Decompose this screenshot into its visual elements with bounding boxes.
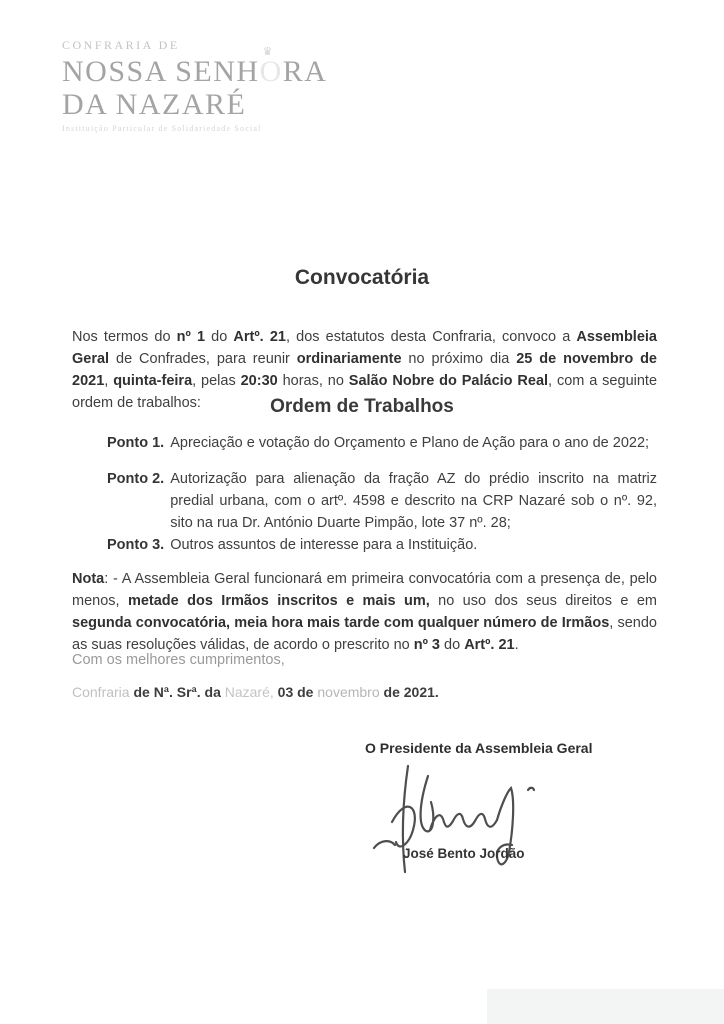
agenda-item-text: Outros assuntos de interesse para a Instituição.	[170, 537, 478, 553]
place-date-line: Confraria de Nª. Srª. da Nazaré, 03 de novembro de 2021.	[72, 684, 439, 700]
signer-role: O Presidente da Assembleia Geral	[365, 740, 593, 756]
agenda-item-label: Ponto 2.	[107, 471, 165, 487]
signature-handwriting	[368, 758, 568, 883]
agenda-title: Ordem de Trabalhos	[270, 396, 454, 417]
logo-line-confraria: CONFRARIA DE	[62, 38, 180, 52]
agenda-item-label: Ponto 3.	[107, 537, 165, 553]
nota-paragraph: Nota: - A Assembleia Geral funcionará em primeira convocatória com a presença de, pelo menos, metade dos Irmãos inscritos e mais um, no uso dos seus direitos e em segunda convocatória, meia hora mais tarde com qualquer número de Irmãos, sendo as suas resoluções válidas, de acordo o prescrito no nº 3 do Artº. 21.	[72, 571, 657, 653]
agenda-item-3	[107, 534, 657, 556]
logo-tagline: Instituição Particular de Solidariedade Social	[62, 124, 262, 133]
agenda-item-text: Autorização para alienação da fração AZ do prédio inscrito na matriz predial urbana, com o artº. 4598 e descrito na CRP Nazaré sob o nº. 92, sito na rua Dr. António Duarte Pimpão, lote 37 nº. 28;	[170, 471, 657, 531]
agenda-item-text: Apreciação e votação do Orçamento e Plano de Ação para o ano de 2022;	[170, 435, 650, 451]
intro-paragraph: Nos termos do nº 1 do Artº. 21, dos estatutos desta Confraria, convoco a Assembleia Geral de Confrades, para reunir ordinariamente no próximo dia 25 de novembro de 2021, quinta-feira, pelas 20:30 horas, no Salão Nobre do Palácio Real, com a seguinte ordem de trabalhos:	[72, 329, 658, 411]
agenda-item-label: Ponto 1.	[107, 435, 165, 451]
crown-icon: ♛	[262, 45, 274, 58]
organization-logo	[62, 38, 327, 133]
logo-stylized-o: ♛ O	[259, 45, 283, 88]
signer-name: José Bento Jordão	[403, 846, 525, 861]
scan-artifact-box	[487, 989, 724, 1024]
logo-line-da-nazare: DA NAZARÉ	[62, 88, 247, 121]
page-title: Convocatória	[294, 266, 430, 289]
agenda-item-1	[107, 432, 657, 454]
closing-line: Com os melhores cumprimentos,	[72, 652, 285, 668]
agenda-item-2	[107, 468, 657, 534]
logo-line-nossa-senhora: NOSSA SENH ♛ ORA	[62, 45, 328, 88]
